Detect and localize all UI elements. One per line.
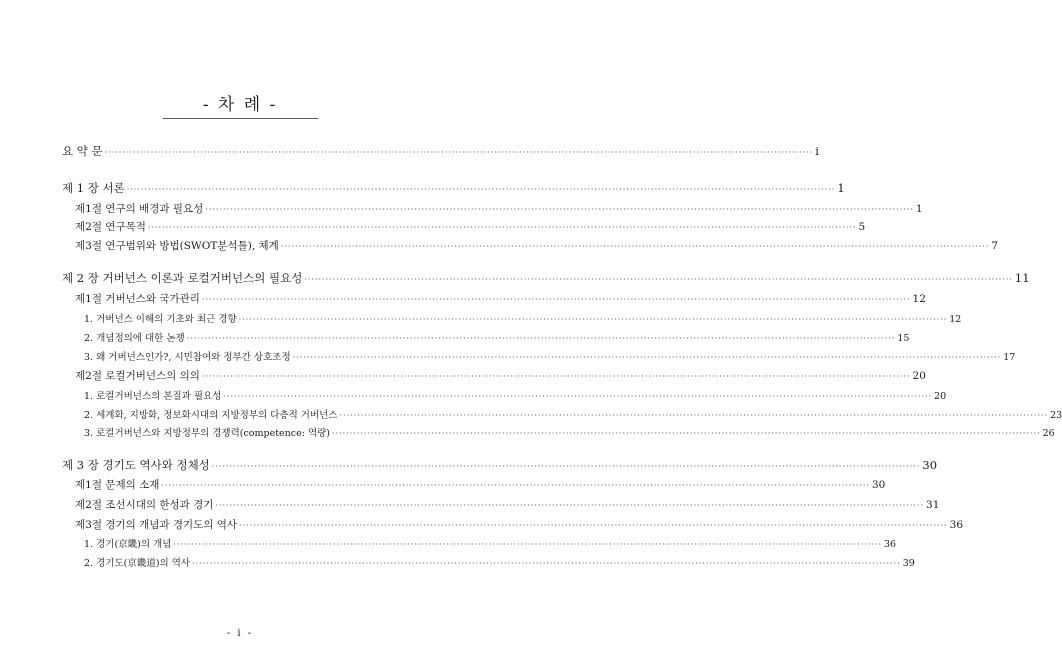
- toc-entry-page: 26: [1042, 428, 1055, 439]
- toc-title: - 차 례 -: [202, 95, 278, 115]
- toc-entry: [75, 497, 940, 512]
- toc-entry-page: 12: [912, 293, 926, 305]
- dot-leader: ········································································································································································································: [211, 462, 921, 471]
- toc-entry: [84, 425, 1055, 439]
- toc-entry: [75, 201, 923, 216]
- toc-entry-label: 제2절 로컬거버넌스의 의의: [75, 370, 200, 382]
- toc-entry: [62, 143, 819, 159]
- title-underline: [163, 118, 318, 119]
- toc-entry-label: 제1절 연구의 배경과 필요성: [75, 203, 204, 215]
- dot-leader: ········································································································································································································: [280, 242, 990, 251]
- toc-entry: [84, 407, 1062, 421]
- toc-entry-label: 3. 왜 거버넌스인가?, 시민참여와 정부간 상호조정: [84, 352, 291, 363]
- toc-entry: [75, 368, 926, 383]
- dot-leader: ········································································································································································································: [186, 334, 896, 343]
- toc-entry: [62, 270, 1030, 286]
- dot-leader: ········································································································································································································: [201, 295, 911, 304]
- toc-entry-label: 제2절 연구목적: [75, 221, 146, 233]
- dot-leader: ········································································································································································································: [147, 223, 857, 232]
- toc-entry-page: 20: [912, 370, 926, 382]
- toc-entry: [84, 349, 1016, 363]
- toc-entry-label: 제 1 장 서론: [62, 181, 125, 195]
- toc-entry: [62, 457, 938, 473]
- toc-entry-label: 1. 거버넌스 이해의 기초와 최근 경향: [84, 314, 237, 325]
- toc-entry-label: 2. 경기도(京畿道)의 역사: [84, 558, 191, 569]
- dot-leader: ········································································································································································································: [292, 353, 1002, 362]
- toc-entry-label: 제 2 장 거버넌스 이론과 로컬거버넌스의 필요성: [62, 271, 303, 285]
- toc-entry: [84, 555, 915, 569]
- dot-leader: ········································································································································································································: [304, 275, 1013, 284]
- dot-leader: ········································································································································································································: [332, 429, 1041, 438]
- toc-entry-page: 11: [1014, 271, 1030, 285]
- toc-entry: [75, 517, 964, 532]
- toc-entry-page: 7: [991, 240, 999, 252]
- toc-entry-page: i: [815, 144, 819, 158]
- toc-entry: [84, 311, 962, 325]
- dot-leader: ········································································································································································································: [173, 540, 882, 549]
- toc-entry: [84, 536, 897, 550]
- toc-entry-label: 1. 경기(京畿)의 개념: [84, 539, 172, 550]
- dot-leader: ········································································································································································································: [339, 411, 1049, 420]
- toc-entry-label: 제2절 조선시대의 한성과 경기: [75, 499, 214, 511]
- toc-entry-label: 제3절 연구범위와 방법(SWOT분석틀), 체계: [75, 240, 279, 252]
- toc-entry-page: 31: [926, 499, 940, 511]
- dot-leader: ········································································································································································································: [215, 501, 925, 510]
- dot-leader: ········································································································································································································: [161, 481, 870, 490]
- toc-entry-label: 2. 세계화, 지방화, 정보화시대의 지방정부의 다층적 거버넌스: [84, 410, 338, 421]
- toc-entry-page: 15: [897, 333, 910, 344]
- toc-entry: [75, 238, 999, 253]
- dot-leader: ········································································································································································································: [104, 148, 814, 157]
- toc-entry-label: 제1절 문제의 소재: [75, 479, 160, 491]
- toc-entry: [75, 477, 886, 492]
- toc-entry: [75, 291, 926, 306]
- page-number-footer: - i -: [226, 628, 254, 639]
- toc-entry-page: 1: [915, 203, 923, 215]
- toc-entry-label: 1. 로컬거버넌스의 본질과 필요성: [84, 391, 222, 402]
- toc-entry-page: 23: [1050, 410, 1062, 421]
- dot-leader: ········································································································································································································: [201, 372, 911, 381]
- toc-entry: [84, 330, 910, 344]
- dot-leader: ········································································································································································································: [192, 559, 901, 568]
- toc-entry-label: 2. 개념정의에 대한 논쟁: [84, 333, 185, 344]
- dot-leader: ········································································································································································································: [223, 392, 933, 401]
- toc-entry-page: 39: [902, 558, 915, 569]
- toc-entry-page: 30: [871, 479, 886, 491]
- toc-entry: [84, 388, 947, 402]
- toc-entry-page: 1: [837, 181, 845, 195]
- toc-entry-page: 20: [934, 391, 947, 402]
- dot-leader: ········································································································································································································: [239, 521, 948, 530]
- toc-entry: [75, 219, 866, 234]
- dot-leader: ········································································································································································································: [238, 315, 948, 324]
- toc-entry-page: 12: [949, 314, 962, 325]
- toc-entry-label: 3. 로컬거버넌스와 지방정부의 경쟁력(competence: 역량): [84, 428, 331, 439]
- toc-entry-page: 36: [884, 539, 897, 550]
- toc-entry-label: 요 약 문: [62, 144, 103, 158]
- toc-entry-page: 5: [858, 221, 866, 233]
- dot-leader: ········································································································································································································: [205, 205, 914, 214]
- toc-entry-page: 36: [949, 519, 964, 531]
- toc-entry-page: 30: [922, 458, 938, 472]
- toc-entry-label: 제1절 거버넌스와 국가관리: [75, 293, 200, 305]
- toc-entry: [62, 180, 845, 196]
- dot-leader: ········································································································································································································: [126, 185, 836, 194]
- toc-entry-label: 제 3 장 경기도 역사와 정체성: [62, 458, 210, 472]
- toc-entry-page: 17: [1003, 352, 1016, 363]
- toc-entry-label: 제3절 경기의 개념과 경기도의 역사: [75, 519, 238, 531]
